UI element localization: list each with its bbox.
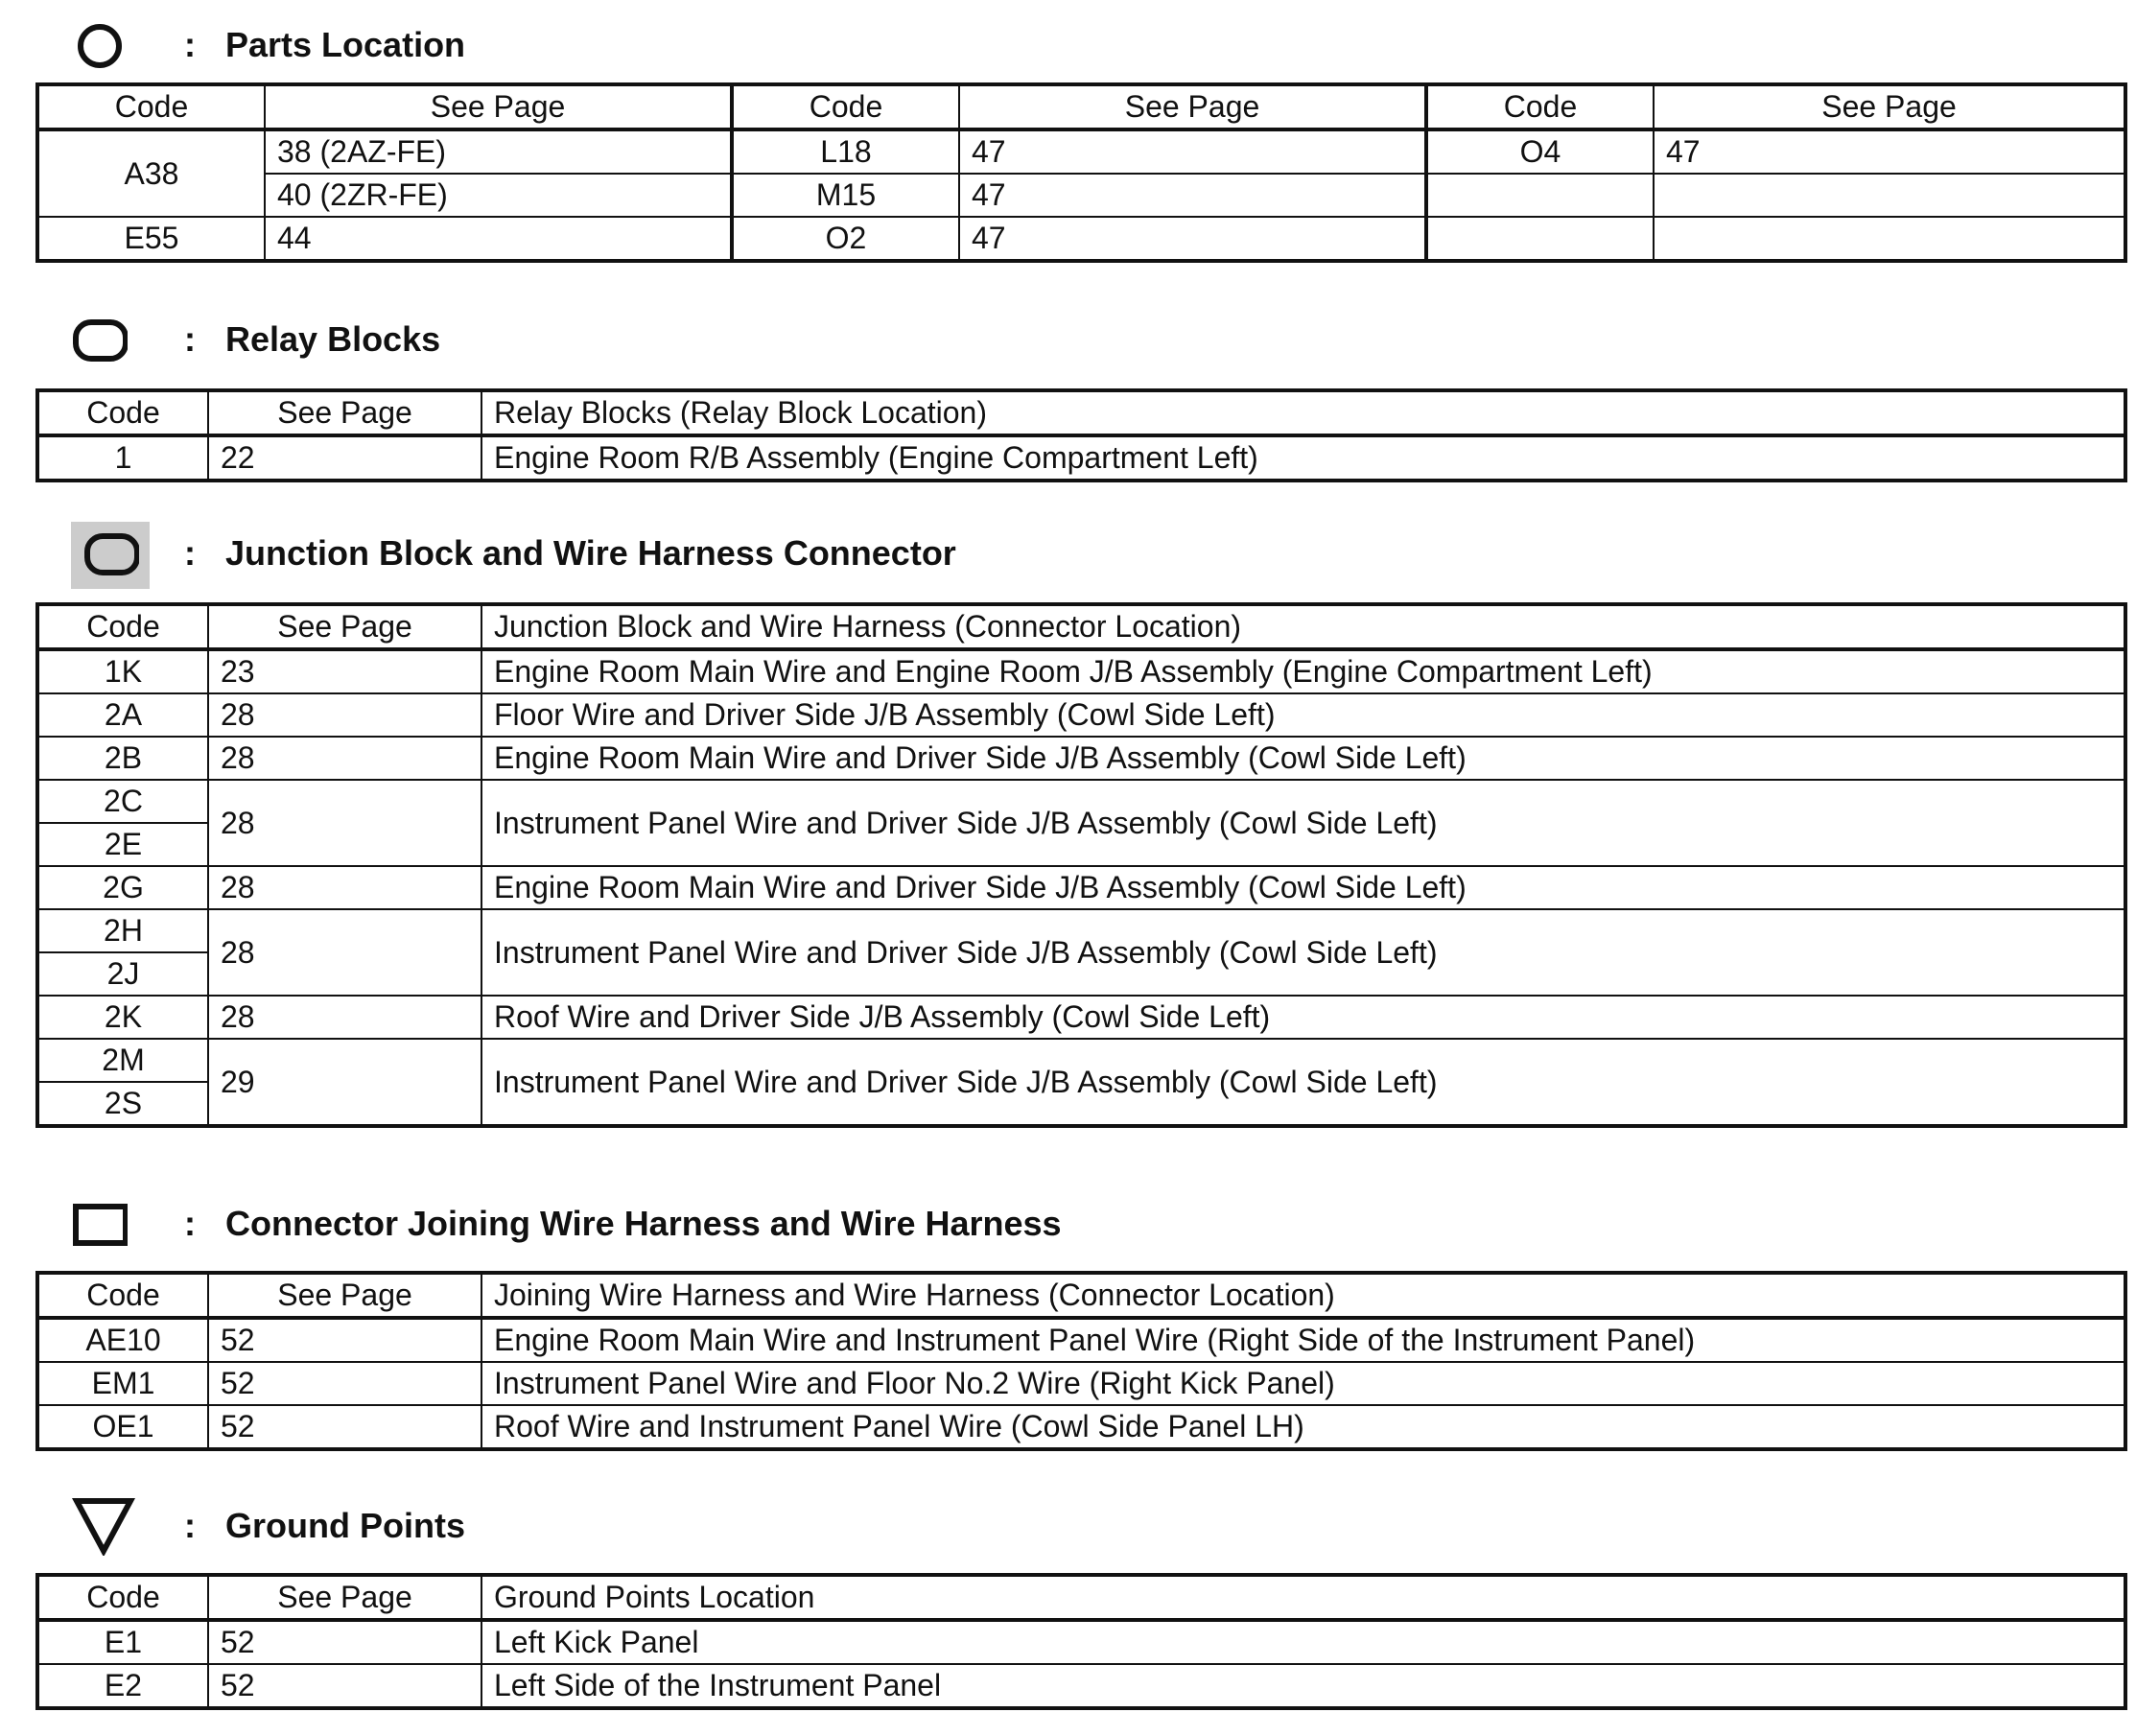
table-row [37, 1664, 2125, 1708]
table-header-row [37, 604, 2125, 649]
page-cell: 22 [208, 435, 481, 481]
code-cell: E1 [37, 1620, 208, 1664]
page-cell: 28 [208, 780, 481, 866]
column-header: See Page [208, 390, 481, 435]
table-header-row [37, 84, 2125, 129]
column-header: Joining Wire Harness and Wire Harness (Connector Location) [481, 1273, 2125, 1318]
relay-blocks-heading [35, 312, 1378, 369]
description-cell: Floor Wire and Driver Side J/B Assembly (Cowl Side Left) [481, 693, 2125, 737]
table-row [37, 780, 2125, 823]
page-cell: 47 [1654, 129, 2125, 174]
relay-blocks-table [35, 388, 2127, 482]
description-cell: Roof Wire and Driver Side J/B Assembly (Cowl Side Left) [481, 996, 2125, 1039]
connector-table [35, 1271, 2127, 1451]
code-cell: A38 [37, 129, 265, 217]
description-cell: Instrument Panel Wire and Driver Side J/B Assembly (Cowl Side Left) [481, 1039, 2125, 1126]
column-header: See Page [208, 604, 481, 649]
rounded-rectangle-shaded-icon [83, 530, 139, 578]
table-row [37, 1039, 2125, 1082]
code-cell: 2K [37, 996, 208, 1039]
circle-icon [72, 22, 128, 70]
connector-heading [35, 1196, 1378, 1254]
code-cell: O4 [1426, 129, 1654, 174]
column-header: Code [1426, 84, 1654, 129]
table-row [37, 435, 2125, 481]
column-header: Code [37, 84, 265, 129]
relay-blocks-title: Relay Blocks [225, 319, 441, 359]
table-row [37, 129, 2125, 174]
description-cell: Engine Room R/B Assembly (Engine Compartment Left) [481, 435, 2125, 481]
code-cell: AE10 [37, 1318, 208, 1362]
code-cell: 2E [37, 823, 208, 866]
page-cell: 28 [208, 737, 481, 780]
table-row [37, 217, 2125, 261]
description-cell: Engine Room Main Wire and Instrument Panel Wire (Right Side of the Instrument Panel) [481, 1318, 2125, 1362]
page-cell: 40 (2ZR-FE) [265, 174, 732, 217]
page-cell: 28 [208, 866, 481, 909]
table-header-row [37, 1575, 2125, 1620]
description-cell: Engine Room Main Wire and Engine Room J/B Assembly (Engine Compartment Left) [481, 649, 2125, 693]
column-header: Ground Points Location [481, 1575, 2125, 1620]
parts-location-table [35, 82, 2127, 263]
table-row [37, 909, 2125, 952]
ground-points-heading [35, 1498, 1378, 1556]
page-cell: 47 [959, 174, 1426, 217]
code-cell: EM1 [37, 1362, 208, 1405]
page-cell: 28 [208, 996, 481, 1039]
column-header: Code [732, 84, 959, 129]
page-cell: 28 [208, 693, 481, 737]
column-header: See Page [1654, 84, 2125, 129]
empty-cell [1426, 174, 1654, 217]
page-cell: 29 [208, 1039, 481, 1126]
page-cell: 23 [208, 649, 481, 693]
code-cell: 1K [37, 649, 208, 693]
page-cell: 52 [208, 1664, 481, 1708]
code-cell: E55 [37, 217, 265, 261]
column-header: Code [37, 1575, 208, 1620]
description-cell: Instrument Panel Wire and Driver Side J/B Assembly (Cowl Side Left) [481, 780, 2125, 866]
column-header: See Page [959, 84, 1426, 129]
column-header: See Page [265, 84, 732, 129]
code-cell: 2H [37, 909, 208, 952]
page-cell: 44 [265, 217, 732, 261]
column-header: Code [37, 1273, 208, 1318]
connector-colon: : [184, 1204, 196, 1243]
relay-blocks-colon: : [184, 319, 196, 359]
table-row [37, 1362, 2125, 1405]
code-cell: L18 [732, 129, 959, 174]
junction-block-heading [35, 526, 1378, 583]
code-cell: 2M [37, 1039, 208, 1082]
description-cell: Engine Room Main Wire and Driver Side J/B Assembly (Cowl Side Left) [481, 737, 2125, 780]
code-cell: 1 [37, 435, 208, 481]
table-row [37, 649, 2125, 693]
connector-title: Connector Joining Wire Harness and Wire Harness [225, 1204, 1062, 1243]
column-header: Junction Block and Wire Harness (Connector Location) [481, 604, 2125, 649]
empty-cell [1426, 217, 1654, 261]
column-header: Relay Blocks (Relay Block Location) [481, 390, 2125, 435]
page-cell: 52 [208, 1362, 481, 1405]
rectangle-icon [72, 1201, 128, 1249]
code-cell: M15 [732, 174, 959, 217]
ground-points-title: Ground Points [225, 1506, 465, 1545]
table-row [37, 866, 2125, 909]
description-cell: Left Side of the Instrument Panel [481, 1664, 2125, 1708]
column-header: See Page [208, 1575, 481, 1620]
table-row [37, 1405, 2125, 1449]
column-header: Code [37, 604, 208, 649]
parts-location-colon: : [184, 25, 196, 64]
page-cell: 52 [208, 1405, 481, 1449]
triangle-down-icon [72, 1496, 128, 1556]
table-row [37, 693, 2125, 737]
page-cell: 52 [208, 1318, 481, 1362]
page-cell: 47 [959, 217, 1426, 261]
code-cell: 2B [37, 737, 208, 780]
page-cell: 28 [208, 909, 481, 996]
table-row [37, 1620, 2125, 1664]
parts-location-heading [35, 17, 1378, 75]
table-header-row [37, 1273, 2125, 1318]
table-row [37, 996, 2125, 1039]
page-cell: 47 [959, 129, 1426, 174]
description-cell: Instrument Panel Wire and Driver Side J/B Assembly (Cowl Side Left) [481, 909, 2125, 996]
description-cell: Instrument Panel Wire and Floor No.2 Wire (Right Kick Panel) [481, 1362, 2125, 1405]
table-row [37, 737, 2125, 780]
code-cell: 2C [37, 780, 208, 823]
junction-block-colon: : [184, 533, 196, 573]
empty-cell [1654, 174, 2125, 217]
code-cell: O2 [732, 217, 959, 261]
description-cell: Roof Wire and Instrument Panel Wire (Cowl Side Panel LH) [481, 1405, 2125, 1449]
page-cell: 52 [208, 1620, 481, 1664]
table-row [37, 174, 2125, 217]
code-cell: 2S [37, 1082, 208, 1126]
parts-location-title: Parts Location [225, 25, 466, 64]
code-cell: 2G [37, 866, 208, 909]
column-header: Code [37, 390, 208, 435]
rounded-rectangle-icon [72, 317, 128, 364]
column-header: See Page [208, 1273, 481, 1318]
empty-cell [1654, 217, 2125, 261]
ground-points-colon: : [184, 1506, 196, 1545]
junction-block-table [35, 602, 2127, 1128]
code-cell: 2A [37, 693, 208, 737]
page-cell: 38 (2AZ-FE) [265, 129, 732, 174]
table-row [37, 1318, 2125, 1362]
description-cell: Engine Room Main Wire and Driver Side J/B Assembly (Cowl Side Left) [481, 866, 2125, 909]
ground-points-table [35, 1573, 2127, 1710]
code-cell: E2 [37, 1664, 208, 1708]
description-cell: Left Kick Panel [481, 1620, 2125, 1664]
code-cell: OE1 [37, 1405, 208, 1449]
table-header-row [37, 390, 2125, 435]
code-cell: 2J [37, 952, 208, 996]
junction-block-title: Junction Block and Wire Harness Connector [225, 533, 956, 573]
